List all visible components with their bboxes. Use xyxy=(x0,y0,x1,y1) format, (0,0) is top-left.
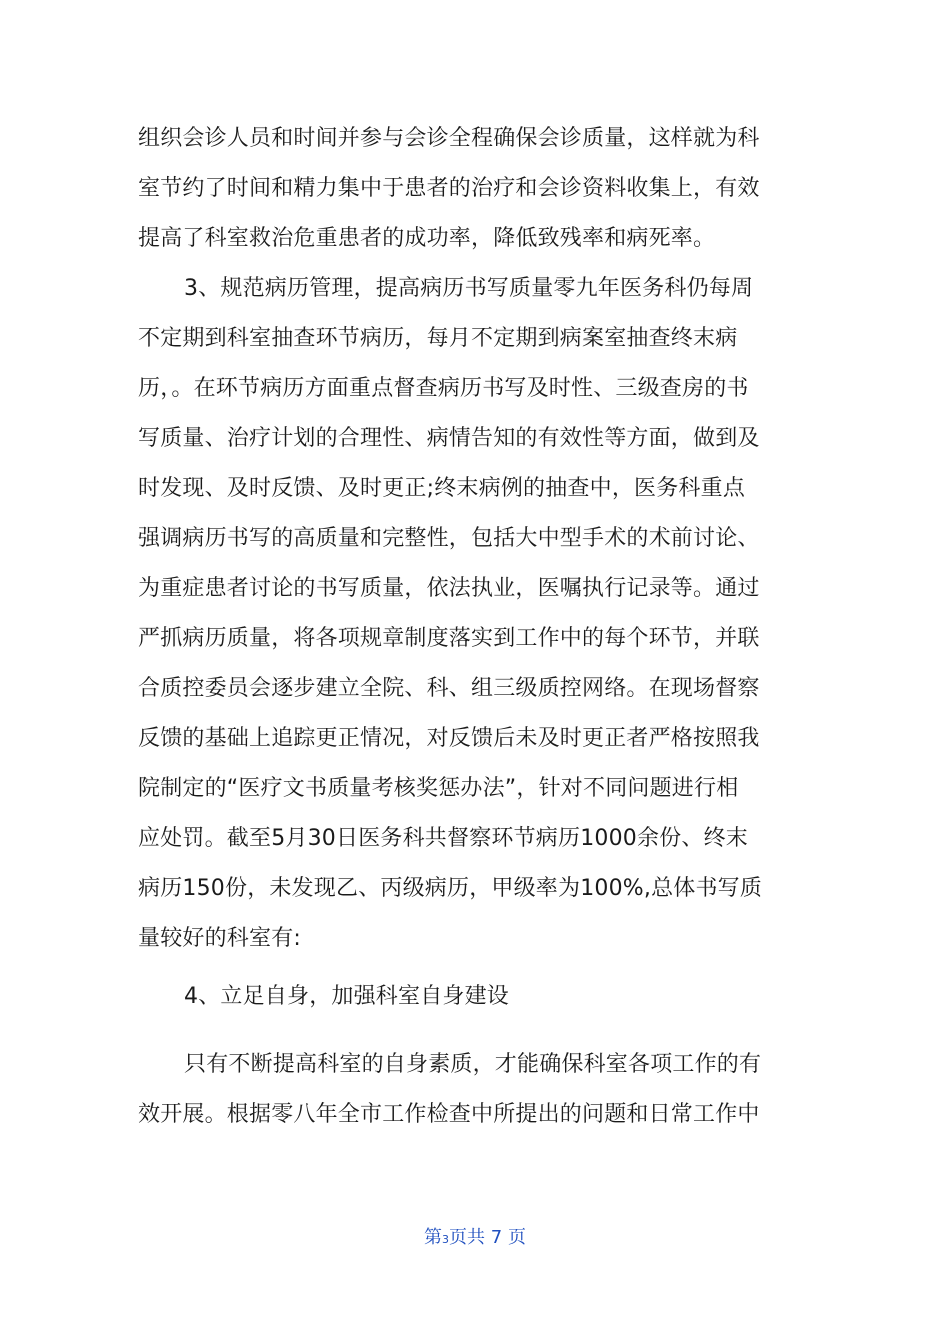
text-line: 合质控委员会逐步建立全院、科、组三级质控网络。在现场督察 xyxy=(138,676,760,701)
section-3-first-line: 3、规范病历管理，提高病历书写质量零九年医务科仍每周 xyxy=(184,276,754,301)
text-line: 应处罚。截至5月30日医务科共督察环节病历1000余份、终末 xyxy=(138,826,748,851)
page-footer xyxy=(0,1226,950,1252)
text-line: 室节约了时间和精力集中于患者的治疗和会诊资料收集上，有效 xyxy=(138,176,760,201)
text-line: 写质量、治疗计划的合理性、病情告知的有效性等方面，做到及 xyxy=(138,426,760,451)
text-line: 病历150份，未发现乙、丙级病历，甲级率为100%,总体书写质 xyxy=(138,876,763,901)
text-line: 时发现、及时反馈、及时更正;终末病例的抽查中，医务科重点 xyxy=(138,476,746,501)
text-line: 强调病历书写的高质量和完整性，包括大中型手术的术前讨论、 xyxy=(138,526,760,551)
text-line: 反馈的基础上追踪更正情况，对反馈后未及时更正者严格按照我 xyxy=(138,726,760,751)
section-4-first-line: 只有不断提高科室的自身素质，才能确保科室各项工作的有 xyxy=(184,1052,762,1077)
text-line: 效开展。根据零八年全市工作检查中所提出的问题和日常工作中 xyxy=(138,1102,760,1127)
text-line: 不定期到科室抽查环节病历，每月不定期到病案室抽查终末病 xyxy=(138,326,738,351)
text-line: 组织会诊人员和时间并参与会诊全程确保会诊质量，这样就为科 xyxy=(138,126,760,151)
text-line: 严抓病历质量，将各项规章制度落实到工作中的每个环节，并联 xyxy=(138,626,760,651)
text-line: 院制定的“医疗文书质量考核奖惩办法”，针对不同问题进行相 xyxy=(138,776,739,801)
footer-page-number: 3 xyxy=(442,1233,450,1246)
footer-prefix: 第 xyxy=(424,1227,443,1248)
text-line: 为重症患者讨论的书写质量，依法执业，医嘱执行记录等。通过 xyxy=(138,576,760,601)
section-4-heading: 4、立足自身，加强科室自身建设 xyxy=(184,984,509,1009)
footer-suffix: 页共 7 页 xyxy=(449,1227,526,1248)
text-line: 历，。在环节病历方面重点督查病历书写及时性、三级查房的书 xyxy=(138,376,749,401)
text-line: 量较好的科室有: xyxy=(138,926,302,951)
text-line: 提高了科室救治危重患者的成功率，降低致残率和病死率。 xyxy=(138,226,716,251)
